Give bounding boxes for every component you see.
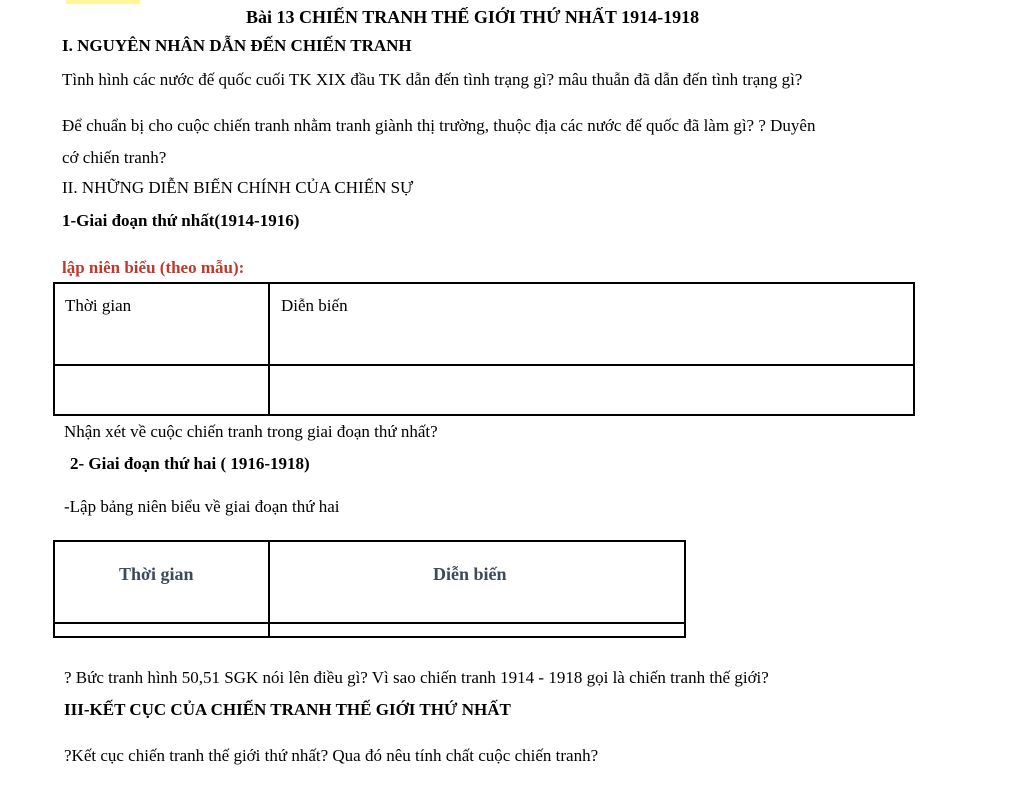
phase1-table-column-divider [268, 284, 270, 414]
phase1-table-header-time: Thời gian [65, 296, 132, 315]
section1-question1: Tình hình các nước đế quốc cuối TK XIX đầu TK dẫn đến tình trạng gì? mâu thuẫn đã dẫn đến tình trạng gì? [62, 70, 803, 89]
section1-question2-line2: cớ chiến tranh? [62, 148, 167, 167]
phase2-table-row-divider [55, 622, 684, 624]
phase2-table [53, 540, 686, 638]
phase2-instruction: -Lập bảng niên biểu về giai đoạn thứ hai [64, 497, 340, 516]
section1-heading: I. NGUYÊN NHÂN DẪN ĐẾN CHIẾN TRANH [62, 36, 412, 55]
section1-question2-line1: Để chuẩn bị cho cuộc chiến tranh nhằm tranh giành thị trường, thuộc địa các nước đế quốc đã làm gì? ? Duyên [62, 116, 816, 135]
phase1-instruction: lập niên biểu (theo mẫu): [62, 258, 245, 277]
highlight-mark [66, 0, 140, 4]
phase1-heading: 1-Giai đoạn thứ nhất(1914-1916) [62, 211, 300, 230]
section2-heading: II. NHỮNG DIỄN BIẾN CHÍNH CỦA CHIẾN SỰ [62, 178, 414, 197]
section3-question: ?Kết cục chiến tranh thế giới thứ nhất? Qua đó nêu tính chất cuộc chiến tranh? [64, 746, 599, 765]
page-title: Bài 13 CHIẾN TRANH THẾ GIỚI THỨ NHẤT 1914-1918 [246, 7, 700, 27]
phase1-table [53, 282, 915, 416]
phase2-heading: 2- Giai đoạn thứ hai ( 1916-1918) [70, 454, 310, 473]
section2-question: ? Bức tranh hình 50,51 SGK nói lên điều gì? Vì sao chiến tranh 1914 - 1918 gọi là chiến tranh thế giới? [64, 668, 769, 687]
phase2-table-header-events: Diễn biến [433, 564, 507, 584]
section3-heading: III-KẾT CỤC CỦA CHIẾN TRANH THẾ GIỚI THỨ NHẤT [64, 700, 511, 719]
phase1-comment: Nhận xét về cuộc chiến tranh trong giai đoạn thứ nhất? [64, 422, 438, 441]
phase1-table-header-events: Diễn biến [281, 296, 348, 315]
phase2-table-header-time: Thời gian [119, 564, 194, 584]
phase1-table-row-divider [55, 364, 913, 366]
